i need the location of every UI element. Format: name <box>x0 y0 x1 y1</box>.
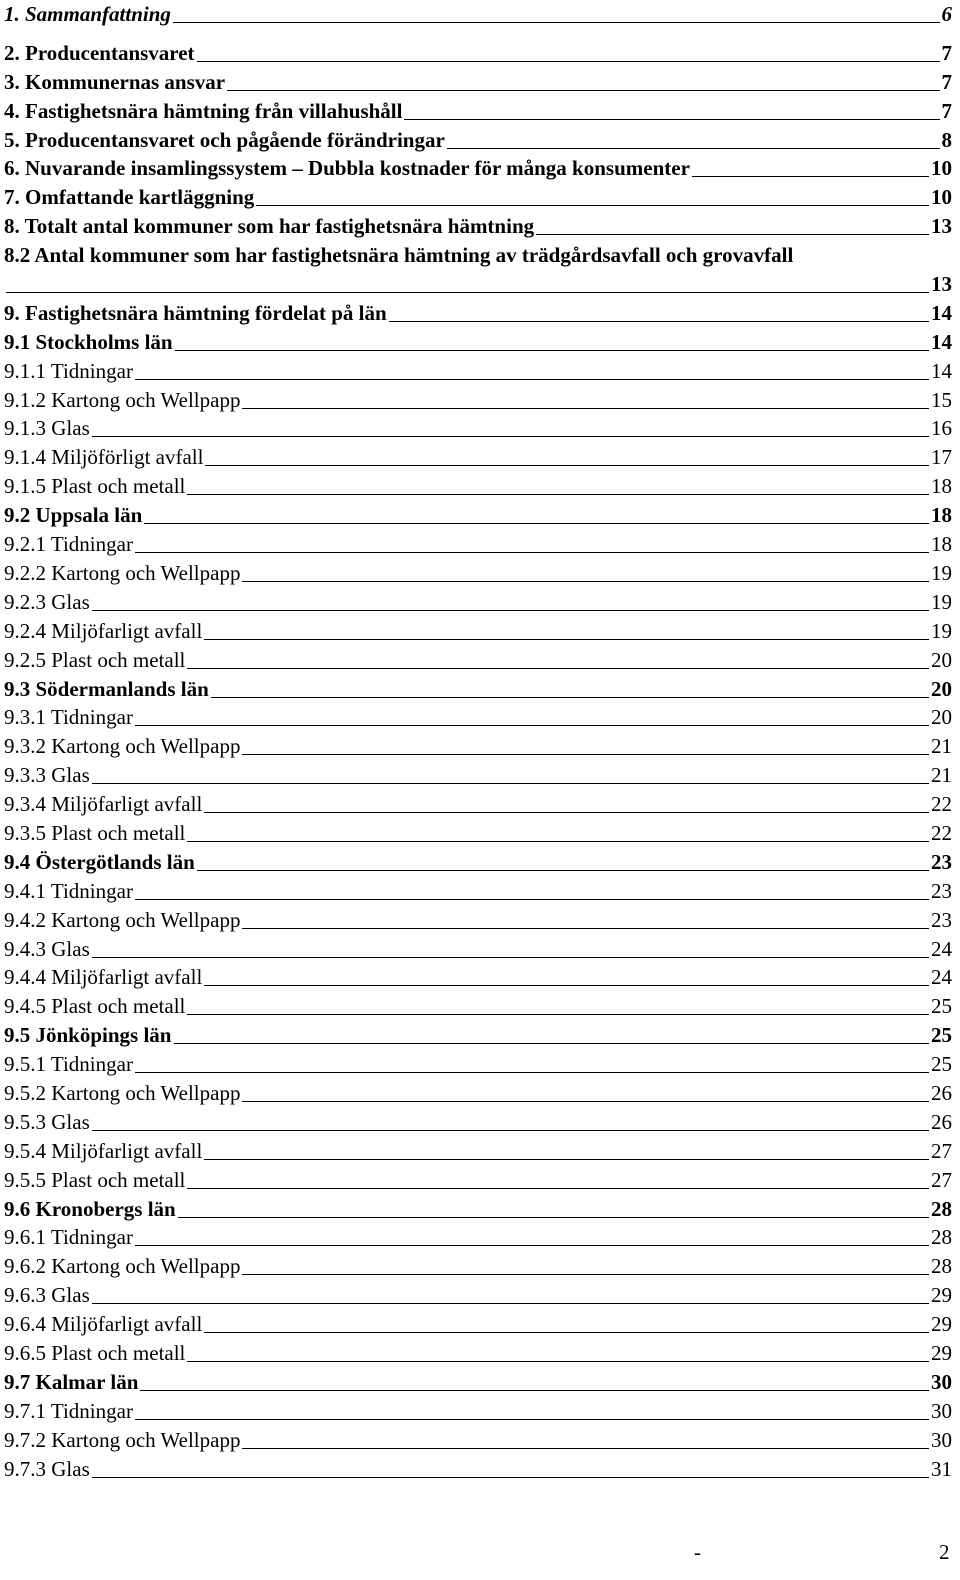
toc-leader-line <box>204 812 929 813</box>
toc-entry[interactable] <box>4 790 952 819</box>
toc-leader-line <box>144 523 929 524</box>
toc-entry[interactable] <box>4 472 952 501</box>
toc-leader-line <box>187 1014 929 1015</box>
toc-entry[interactable] <box>4 212 952 241</box>
toc-entry-label: 9. Fastighetsnära hämtning fördelat på län <box>4 300 387 325</box>
toc-leader-line <box>536 234 929 235</box>
toc-entry-page: 29 <box>931 1340 952 1365</box>
toc-entry[interactable] <box>4 675 952 704</box>
toc-leader-line <box>242 928 929 929</box>
toc-leader-line <box>242 408 929 409</box>
toc-leader-line <box>389 321 929 322</box>
toc-entry[interactable] <box>4 761 952 790</box>
toc-leader-line <box>92 957 929 958</box>
toc-entry-page: 18 <box>931 474 952 499</box>
toc-leader-line <box>92 1477 929 1478</box>
toc-leader-line <box>135 1072 929 1073</box>
toc-entry-page: 20 <box>931 676 952 701</box>
toc-entry-page: 28 <box>931 1196 952 1221</box>
toc-entry[interactable] <box>4 126 952 155</box>
toc-entry-page: 28 <box>931 1254 952 1279</box>
toc-entry-page: 25 <box>931 994 952 1019</box>
toc-entry-page: 25 <box>931 1052 952 1077</box>
toc-entry[interactable] <box>4 328 952 357</box>
toc-entry-label: 9.5.1 Tidningar <box>4 1052 133 1077</box>
toc-entry-page: 30 <box>931 1398 952 1423</box>
toc-entry-page: 27 <box>931 1167 952 1192</box>
toc-entry[interactable] <box>4 646 952 675</box>
toc-entry-label: 2. Producentansvaret <box>4 40 195 65</box>
toc-entry[interactable] <box>4 877 952 906</box>
toc-leader-line <box>204 1332 929 1333</box>
toc-leader-line <box>187 1188 929 1189</box>
toc-leader-line <box>135 379 929 380</box>
toc-entry-page: 19 <box>931 618 952 643</box>
toc-leader-line <box>404 119 939 120</box>
toc-leader-line <box>205 465 929 466</box>
toc-leader-line <box>242 1274 929 1275</box>
toc-entry-page: 29 <box>931 1283 952 1308</box>
toc-entry-page: 10 <box>931 156 952 181</box>
toc-entry-label: 9.4.4 Miljöfarligt avfall <box>4 965 203 990</box>
toc-entry-label: 9.5.2 Kartong och Wellpapp <box>4 1080 241 1105</box>
toc-entry[interactable] <box>4 588 952 617</box>
toc-entry-page: 23 <box>931 878 952 903</box>
toc-entry[interactable] <box>4 906 952 935</box>
toc-entry-page: 14 <box>931 329 952 354</box>
toc-entry-page: 14 <box>931 300 952 325</box>
toc-entry[interactable] <box>4 1281 952 1310</box>
toc-leader-line <box>135 1245 929 1246</box>
toc-entry[interactable] <box>4 1426 952 1455</box>
toc-leader-line <box>242 581 929 582</box>
toc-entry[interactable] <box>4 935 952 964</box>
toc-entry-label: 9.3.2 Kartong och Wellpapp <box>4 734 241 759</box>
toc-leader-line <box>92 783 929 784</box>
toc-entry[interactable] <box>4 1339 952 1368</box>
toc-entry[interactable] <box>4 1137 952 1166</box>
toc-entry-label: 9.6 Kronobergs län <box>4 1196 176 1221</box>
toc-leader-line <box>447 148 940 149</box>
toc-entry[interactable] <box>4 1166 952 1195</box>
toc-leader-line <box>140 1390 929 1391</box>
toc-entry[interactable] <box>4 39 952 68</box>
toc-entry-label: 9.1.3 Glas <box>4 416 90 441</box>
toc-entry-page: 26 <box>931 1080 952 1105</box>
toc-entry[interactable] <box>4 963 952 992</box>
toc-leader-line <box>187 494 929 495</box>
toc-entry-label: 6. Nuvarande insamlingssystem – Dubbla kostnader för många konsumenter <box>4 156 690 181</box>
toc-entry-page: 24 <box>931 965 952 990</box>
toc-entry-page: 27 <box>931 1138 952 1163</box>
toc-leader-line <box>197 870 929 871</box>
toc-entry-page: 7 <box>941 69 952 94</box>
toc-entry-label: 9.7.2 Kartong och Wellpapp <box>4 1427 241 1452</box>
toc-entry-page: 18 <box>931 532 952 557</box>
toc-entry-page: 16 <box>931 416 952 441</box>
toc-leader-line <box>204 1159 929 1160</box>
toc-entry-label: 9.2.1 Tidningar <box>4 532 133 557</box>
toc-leader-line <box>242 754 929 755</box>
toc-leader-line <box>197 61 940 62</box>
toc-entry-page: 21 <box>931 763 952 788</box>
toc-entry[interactable] <box>4 1252 952 1281</box>
toc-entry-page: 31 <box>931 1456 952 1481</box>
toc-entry-page: 28 <box>931 1225 952 1250</box>
toc-entry-page: 13 <box>931 272 952 297</box>
toc-entry[interactable] <box>4 703 952 732</box>
toc-entry-page: 18 <box>931 503 952 528</box>
toc-entry-page: 20 <box>931 705 952 730</box>
toc-leader-line <box>227 90 939 91</box>
toc-entry-label: 9.1.1 Tidningar <box>4 358 133 383</box>
toc-entry-page: 25 <box>931 1023 952 1048</box>
toc-entry-page: 21 <box>931 734 952 759</box>
toc-entry-page: 10 <box>931 185 952 210</box>
toc-leader-line <box>204 985 929 986</box>
toc-entry[interactable] <box>4 848 952 877</box>
toc-entry-label: 9.4.1 Tidningar <box>4 878 133 903</box>
toc-leader-line <box>92 1130 929 1131</box>
footer-dash: - <box>694 1540 701 1564</box>
toc-entry-label: 8.2 Antal kommuner som har fastighetsnära hämtning av trädgårdsavfall och grovavfall <box>4 243 794 268</box>
toc-entry-page: 22 <box>931 820 952 845</box>
toc-entry[interactable] <box>4 443 952 472</box>
toc-entry-label: 1. Sammanfattning <box>4 2 171 26</box>
toc-entry-label: 9.3.5 Plast och metall <box>4 820 186 845</box>
toc-entry-label: 9.3.1 Tidningar <box>4 705 133 730</box>
toc-entry[interactable] <box>4 97 952 126</box>
table-of-contents <box>4 0 952 1483</box>
toc-entry-label: 9.6.4 Miljöfarligt avfall <box>4 1312 203 1337</box>
toc-entry[interactable] <box>4 617 952 646</box>
toc-leader-line <box>135 1419 929 1420</box>
toc-entry-label: 3. Kommunernas ansvar <box>4 69 226 94</box>
toc-entry-page: 23 <box>931 907 952 932</box>
toc-entry-page: 14 <box>931 358 952 383</box>
toc-entry[interactable] <box>4 501 952 530</box>
toc-leader-line <box>6 292 929 293</box>
toc-entry-label: 9.1.4 Miljöförligt avfall <box>4 445 204 470</box>
toc-entry-label: 9.3.3 Glas <box>4 763 90 788</box>
toc-entry-label: 5. Producentansvaret och pågående förändringar <box>4 127 445 152</box>
toc-entry-label: 9.4.3 Glas <box>4 936 90 961</box>
toc-entry[interactable] <box>4 154 952 183</box>
toc-entry[interactable] <box>4 357 952 386</box>
toc-entry-label: 9.1.2 Kartong och Wellpapp <box>4 387 241 412</box>
toc-entry[interactable] <box>4 1195 952 1224</box>
toc-entry-label: 9.3.4 Miljöfarligt avfall <box>4 792 203 817</box>
toc-leader-line <box>211 697 929 698</box>
toc-entry-label: 9.6.1 Tidningar <box>4 1225 133 1250</box>
toc-leader-line <box>187 668 929 669</box>
toc-entry-label: 9.2.3 Glas <box>4 589 90 614</box>
toc-leader-line <box>692 176 929 177</box>
toc-entry-page: 7 <box>941 98 952 123</box>
toc-entry-label: 9.5.3 Glas <box>4 1109 90 1134</box>
page-number: 2 <box>939 1540 950 1564</box>
toc-entry-label: 9.4.2 Kartong och Wellpapp <box>4 907 241 932</box>
toc-entry-page: 23 <box>931 849 952 874</box>
toc-entry[interactable] <box>4 386 952 415</box>
toc-entry[interactable] <box>4 1050 952 1079</box>
toc-entry[interactable] <box>4 241 952 299</box>
toc-entry-label: 4. Fastighetsnära hämtning från villahushåll <box>4 98 403 123</box>
toc-leader-line <box>135 552 929 553</box>
toc-entry-label: 9.7 Kalmar län <box>4 1369 139 1394</box>
toc-entry-page: 29 <box>931 1312 952 1337</box>
toc-entry-label: 9.5.4 Miljöfarligt avfall <box>4 1138 203 1163</box>
toc-entry-page: 13 <box>931 214 952 239</box>
toc-entry-page: 19 <box>931 589 952 614</box>
toc-entry-label: 9.3 Södermanlands län <box>4 676 209 701</box>
toc-entry[interactable] <box>4 1455 952 1484</box>
toc-entry-page: 15 <box>931 387 952 412</box>
toc-entry-label: 9.1.5 Plast och metall <box>4 474 186 499</box>
toc-entry-label: 9.2.4 Miljöfarligt avfall <box>4 618 203 643</box>
toc-entry-page: 30 <box>931 1427 952 1452</box>
toc-entry[interactable] <box>4 1310 952 1339</box>
toc-leader-line <box>187 841 929 842</box>
toc-entry-page: 19 <box>931 560 952 585</box>
toc-leader-line <box>92 1303 929 1304</box>
toc-entry-label: 9.2 Uppsala län <box>4 503 143 528</box>
toc-entry-label: 9.4.5 Plast och metall <box>4 994 186 1019</box>
toc-entry[interactable] <box>4 530 952 559</box>
toc-entry-page: 30 <box>931 1369 952 1394</box>
toc-leader-line <box>256 205 929 206</box>
toc-entry-page: 26 <box>931 1109 952 1134</box>
toc-entry[interactable] <box>4 1223 952 1252</box>
toc-entry[interactable] <box>4 1108 952 1137</box>
toc-leader-line <box>242 1448 929 1449</box>
toc-entry-page: 20 <box>931 647 952 672</box>
toc-leader-line <box>204 639 929 640</box>
toc-entry[interactable] <box>4 992 952 1021</box>
toc-leader-line <box>92 436 929 437</box>
toc-leader-line <box>187 1361 929 1362</box>
toc-entry-label: 9.2.2 Kartong och Wellpapp <box>4 560 241 585</box>
toc-entry-label: 9.4 Östergötlands län <box>4 849 195 874</box>
toc-entry[interactable] <box>4 732 952 761</box>
toc-entry[interactable] <box>4 414 952 443</box>
toc-entry-page: 8 <box>941 127 952 152</box>
toc-entry[interactable] <box>4 68 952 97</box>
toc-leader-line <box>173 22 940 23</box>
toc-entry-page: 24 <box>931 936 952 961</box>
toc-entry[interactable] <box>4 299 952 328</box>
toc-entry[interactable] <box>4 819 952 848</box>
toc-entry-label: 9.6.2 Kartong och Wellpapp <box>4 1254 241 1279</box>
toc-entry-page: 7 <box>941 40 952 65</box>
toc-entry-label: 8. Totalt antal kommuner som har fastighetsnära hämtning <box>4 214 535 239</box>
toc-entry-label: 9.1 Stockholms län <box>4 329 173 354</box>
toc-entry[interactable] <box>4 1397 952 1426</box>
toc-leader-line <box>178 1217 929 1218</box>
toc-entry-page: 6 <box>941 2 952 26</box>
toc-entry-label: 9.2.5 Plast och metall <box>4 647 186 672</box>
toc-entry-label: 9.7.3 Glas <box>4 1456 90 1481</box>
toc-entry-label: 9.5.5 Plast och metall <box>4 1167 186 1192</box>
toc-leader-line <box>135 899 929 900</box>
toc-entry[interactable] <box>4 183 952 212</box>
toc-entry[interactable] <box>4 559 952 588</box>
toc-leader-line <box>175 350 929 351</box>
toc-entry[interactable] <box>4 0 952 29</box>
toc-entry[interactable] <box>4 1368 952 1397</box>
toc-entry-label: 9.5 Jönköpings län <box>4 1023 172 1048</box>
toc-entry-label: 9.6.3 Glas <box>4 1283 90 1308</box>
toc-entry[interactable] <box>4 1079 952 1108</box>
toc-leader-line <box>135 725 929 726</box>
toc-entry[interactable] <box>4 1021 952 1050</box>
toc-entry-label: 7. Omfattande kartläggning <box>4 185 255 210</box>
toc-leader-line <box>242 1101 929 1102</box>
toc-entry-label: 9.7.1 Tidningar <box>4 1398 133 1423</box>
toc-entry-label: 9.6.5 Plast och metall <box>4 1340 186 1365</box>
toc-entry-page: 17 <box>931 445 952 470</box>
toc-leader-line <box>174 1043 930 1044</box>
toc-entry-page: 22 <box>931 792 952 817</box>
toc-leader-line <box>92 610 929 611</box>
